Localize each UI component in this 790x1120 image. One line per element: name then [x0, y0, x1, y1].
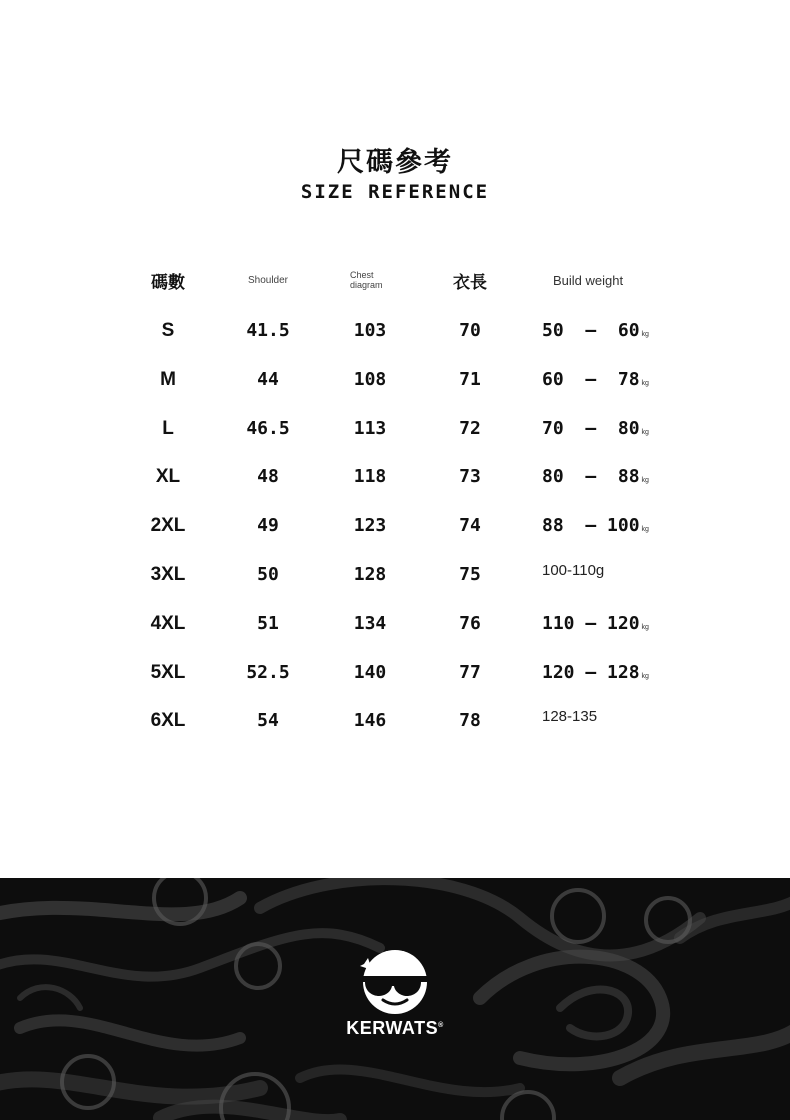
length-cell: 72: [459, 417, 481, 439]
weight-cell: [542, 511, 742, 541]
weight-value: 128-135: [542, 708, 598, 726]
weight-unit: kg: [641, 477, 649, 485]
header-chest-line1: Chest: [350, 270, 374, 280]
chest-cell: 140: [353, 661, 387, 683]
chest-cell: 108: [353, 368, 387, 390]
length-cell: 78: [459, 710, 481, 732]
weight-value: 50 – 60: [542, 320, 640, 341]
table-row: [0, 316, 790, 346]
length-cell: 77: [459, 661, 481, 683]
weight-cell: [542, 365, 742, 395]
chest-cell: 128: [353, 564, 387, 585]
brand-name: [0, 1018, 790, 1039]
header-shoulder: Shoulder: [247, 274, 289, 286]
table-row: [0, 658, 790, 688]
weight-cell: [542, 706, 742, 736]
size-cell: 3XL: [150, 564, 186, 585]
weight-unit: kg: [641, 379, 649, 387]
header-weight: Build weight: [553, 272, 624, 288]
weight-unit: kg: [641, 428, 649, 436]
weight-cell: [542, 414, 742, 444]
size-cell: XL: [155, 466, 181, 488]
shoulder-cell: 49: [257, 515, 279, 537]
weight-value: 88 – 100: [542, 515, 640, 537]
size-cell: 5XL: [150, 661, 186, 683]
shoulder-cell: 46.5: [246, 417, 290, 439]
title-chinese: 尺碼參考: [337, 147, 453, 178]
table-row: [0, 511, 790, 541]
length-cell: 71: [459, 368, 481, 390]
shoulder-cell: 50: [257, 564, 279, 585]
size-cell: L: [162, 417, 174, 439]
table-row: [0, 365, 790, 395]
header-size: 碼數: [151, 272, 185, 293]
length-cell: 70: [459, 320, 481, 341]
length-cell: 74: [459, 515, 481, 537]
chest-cell: 146: [353, 710, 387, 732]
shoulder-cell: 54: [257, 710, 279, 732]
weight-unit: kg: [641, 623, 649, 631]
table-row: [0, 462, 790, 492]
weight-cell: [542, 462, 742, 492]
weight-unit: kg: [641, 331, 649, 338]
weight-value: 60 – 78: [542, 368, 640, 390]
weight-cell: [542, 609, 742, 639]
shoulder-cell: 52.5: [246, 661, 290, 683]
size-cell: S: [161, 320, 175, 341]
size-cell: 6XL: [150, 710, 186, 732]
size-cell: 2XL: [150, 515, 186, 537]
weight-unit: kg: [641, 526, 649, 534]
length-cell: 75: [459, 564, 481, 585]
weight-value: 120 – 128: [542, 661, 640, 683]
weight-value: 110 – 120: [542, 612, 640, 634]
chest-cell: 134: [353, 612, 387, 634]
weight-cell: [542, 560, 742, 590]
title-english: SIZE REFERENCE: [300, 181, 490, 203]
logo-face-icon: [360, 950, 427, 1014]
table-row: [0, 609, 790, 639]
shoulder-cell: 51: [257, 612, 279, 634]
shoulder-cell: 48: [257, 466, 279, 488]
size-cell: 4XL: [150, 612, 186, 634]
chest-cell: 103: [353, 320, 387, 341]
swirl-pattern: [0, 878, 790, 1120]
weight-value: 70 – 80: [542, 417, 640, 439]
registered-mark: ®: [438, 1022, 444, 1029]
length-cell: 73: [459, 466, 481, 488]
table-row: [0, 560, 790, 590]
weight-unit: kg: [641, 672, 649, 680]
chest-cell: 113: [353, 417, 387, 439]
weight-cell: [542, 658, 742, 688]
length-cell: 76: [459, 612, 481, 634]
brand-banner: [0, 878, 790, 1120]
shoulder-cell: 44: [257, 368, 279, 390]
table-row: [0, 414, 790, 444]
chest-cell: 118: [353, 466, 387, 488]
table-row: [0, 706, 790, 736]
size-cell: M: [160, 368, 176, 390]
header-chest-line2: diagram: [350, 280, 383, 290]
header-length: 衣長: [453, 272, 487, 293]
shoulder-cell: 41.5: [246, 320, 290, 341]
header-chest: [350, 265, 410, 295]
chest-cell: 123: [353, 515, 387, 537]
brand-name-text: KERWATS: [346, 1018, 439, 1038]
weight-cell: [542, 316, 742, 346]
weight-value: 100-110g: [542, 562, 605, 579]
weight-value: 80 – 88: [542, 466, 640, 488]
